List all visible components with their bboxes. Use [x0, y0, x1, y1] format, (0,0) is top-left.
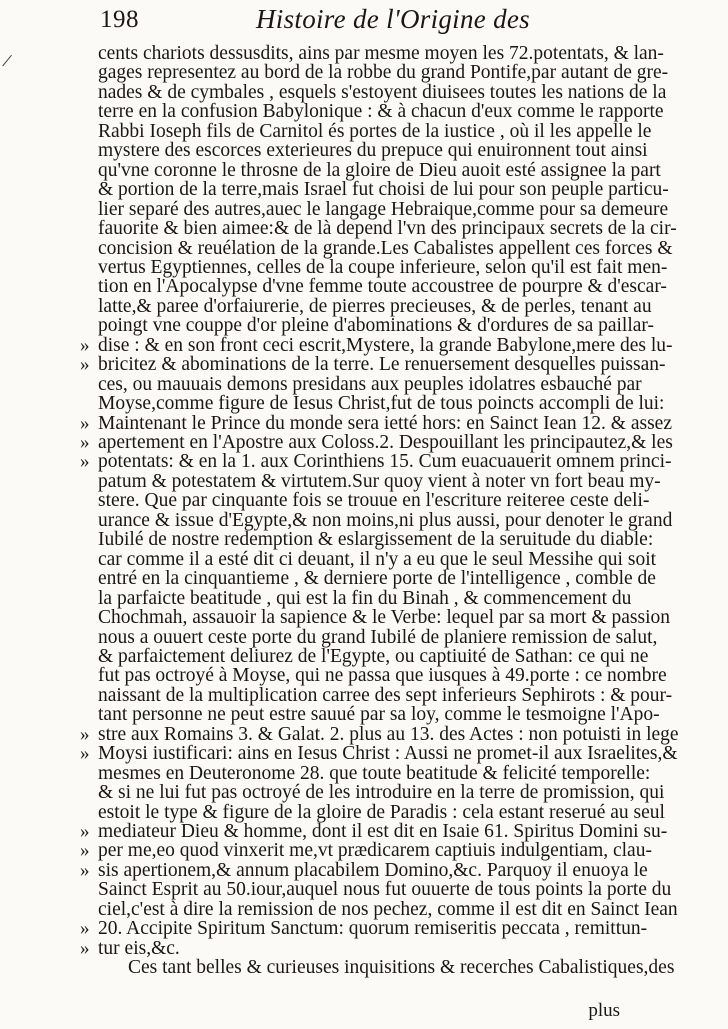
line-text: 20. Accipite Spiritum Sanctum: quorum remiseritis peccata , remittun- [98, 918, 648, 940]
line-text: per me,eo quod vinxerit me,vt prædicarem captiuis indulgentiam, clau- [98, 840, 652, 862]
line-text: mediateur Dieu & homme, dont il est dit en Isaie 61. Spiritus Domini su- [98, 821, 668, 842]
line-text: tur eis,&c. [98, 937, 180, 959]
line-text: fauorite & bien aimee:& de là depend l'vn des principaux secrets de la cir- [98, 218, 677, 240]
line-text: entré en la cinquantieme , & derniere porte de l'intelligence , comble de [98, 568, 656, 590]
citation-quote-mark: » [80, 412, 90, 434]
line-text: Chochmah, assauoir la sapience & le Verbe: lequel par sa mort & passion [98, 607, 671, 629]
citation-quote-mark: » [80, 334, 90, 356]
line-text: poingt vne couppe d'or pleine d'abominations & d'ordures de sa paillar- [98, 315, 655, 337]
line-text: Moyse,comme figure de Iesus Christ,fut de tous poincts accompli de lui: [98, 393, 665, 415]
citation-quote-mark: » [80, 432, 90, 453]
line-text: concision & reuélation de la grande.Les Cabalistes appellent ces forces & [98, 237, 673, 259]
line-text: urance & issue d'Egypte,& non moins,ni plus aussi, pour denoter le grand [98, 509, 673, 531]
line-text: car comme il a esté dit ci deuant, il n'y a eu que le seul Messihe qui soit [98, 548, 657, 570]
line-text: Sainct Esprit au 50.iour,auquel nous fut ouuerte de tous points la porte du [98, 879, 672, 901]
line-text: stere. Que par cinquante fois se trouue en l'escriture reiteree ceste deli- [98, 490, 650, 512]
citation-quote-mark: » [80, 723, 90, 745]
line-text: lier separé des autres,auec le langage Hebraique,comme pour sa demeure [98, 198, 669, 220]
citation-quote-mark: » [80, 743, 90, 765]
citation-quote-mark: » [80, 840, 90, 862]
line-text: la parfaicte beatitude , qui est la fin du Binah , & commencement du [98, 587, 632, 609]
line-text: dise : & en son front ceci escrit,Mystere, la grande Babylone,mere des lu- [98, 334, 673, 356]
line-text: latte,& paree d'orfaiurerie, de pierres precieuses, & de perles, tenant au [98, 295, 652, 317]
line-text: ces, ou mauuais demons presidans aux peuples idolatres esbauché par [98, 373, 642, 395]
line-text: & parfaictement deliurez de l'Egypte, ou captiuité de Sathan: ce qui ne [98, 645, 649, 667]
line-text: & portion de la terre,mais Israel fut choisi de lui pour son peuple particu- [98, 179, 669, 201]
line-text: patum & potestatem & virtutem.Sur quoy vient à noter vn fort beau my- [98, 470, 661, 492]
citation-quote-mark: » [80, 451, 90, 473]
citation-quote-mark: » [80, 354, 90, 376]
line-text: Moysi iustificari: ains en Iesus Christ : Aussi ne promet-il aux Israelites,& [98, 743, 678, 765]
line-text: & si ne lui fut pas octroyé de les introduire en la terre de promission, qui [98, 782, 665, 804]
line-text: qu'vne coronne le throsne de la gloire de Dieu auoit esté assignee la part [98, 159, 661, 181]
line-text: Rabbi Ioseph fils de Carnitol és portes de la iustice , où il les appelle le [98, 120, 652, 142]
line-text: apertement en l'Apostre aux Coloss.2. Despouillant les principautez,& les [98, 432, 673, 453]
citation-quote-mark: » [80, 821, 90, 842]
line-text: vertus Egyptiennes, celles de la coupe inferieure, selon qu'il est fait men- [98, 256, 668, 278]
line-text: Maintenant le Prince du monde sera ietté hors: en Sainct Iean 12. & assez [98, 412, 672, 434]
citation-quote-mark: » [80, 859, 90, 881]
line-text: nous a ouuert ceste porte du grand Iubilé de planiere remission de salut, [98, 626, 658, 648]
line-text: tant personne ne peut estre sauué par sa loy, comme le tesmoigne l'Apo- [98, 704, 660, 726]
line-text: naissant de la multiplication carree des sept inferieurs Sephirots : & pour- [98, 684, 673, 706]
line-text: mystere des escorces exterieures du prepuce qui enuironnent tout ainsi [98, 140, 648, 162]
line-text: estoit le type & figure de la gloire de Paradis : cela estant reserué au seul [98, 801, 665, 823]
line-text: terre en la confusion Babylonique : & à chacun d'eux comme le rapporte [98, 101, 664, 123]
line-text: ciel,c'est à dire la remission de nos pechez, comme il est dit en Sainct Iean [98, 898, 678, 920]
citation-quote-mark: » [80, 937, 90, 959]
line-text: bricitez & abominations de la terre. Le renuersement desquelles puissan- [98, 354, 666, 376]
text-line [128, 956, 675, 979]
line-text: fut pas octroyé à Moyse, qui ne passa que iusques à 49.porte : ce nombre [98, 665, 667, 687]
running-title: Histoire de l'Origine des [256, 4, 530, 34]
line-text: stre aux Romains 3. & Galat. 2. plus au 13. des Actes : non potuisti in lege [98, 723, 679, 745]
catchword: plus [588, 1000, 620, 1021]
line-text: Ces tant belles & curieuses inquisitions & recerches Cabalistiques,des [128, 957, 675, 979]
line-text: gages representez au bord de la robbe du grand Pontife,par autant de gre- [98, 62, 669, 84]
line-text: nades & de cymbales , esquels s'estoyent diuisees toutes les nations de la [98, 81, 667, 103]
line-text: cents chariots dessusdits, ains par mesme moyen les 72.potentats, & lan- [98, 43, 664, 64]
margin-ink-mark: / [0, 49, 14, 73]
line-text: tion en l'Apocalypse d'vne femme toute accoustree de pourpre & d'escar- [98, 276, 667, 298]
line-text: sis apertionem,& annum placabilem Domino,&c. Parquoy il enuoya le [98, 859, 648, 881]
line-text: mesmes en Deuteronome 28. que toute beatitude & felicité temporelle: [98, 762, 651, 784]
page-header [0, 2, 728, 42]
citation-quote-mark: » [80, 918, 90, 940]
page-number: 198 [100, 6, 139, 33]
line-text: Iubilé de nostre redemption & eslargissement de la seruitude du diable: [98, 529, 654, 551]
line-text: potentats: & en la 1. aux Corinthiens 15. Cum euacuauerit omnem princi- [98, 451, 672, 473]
